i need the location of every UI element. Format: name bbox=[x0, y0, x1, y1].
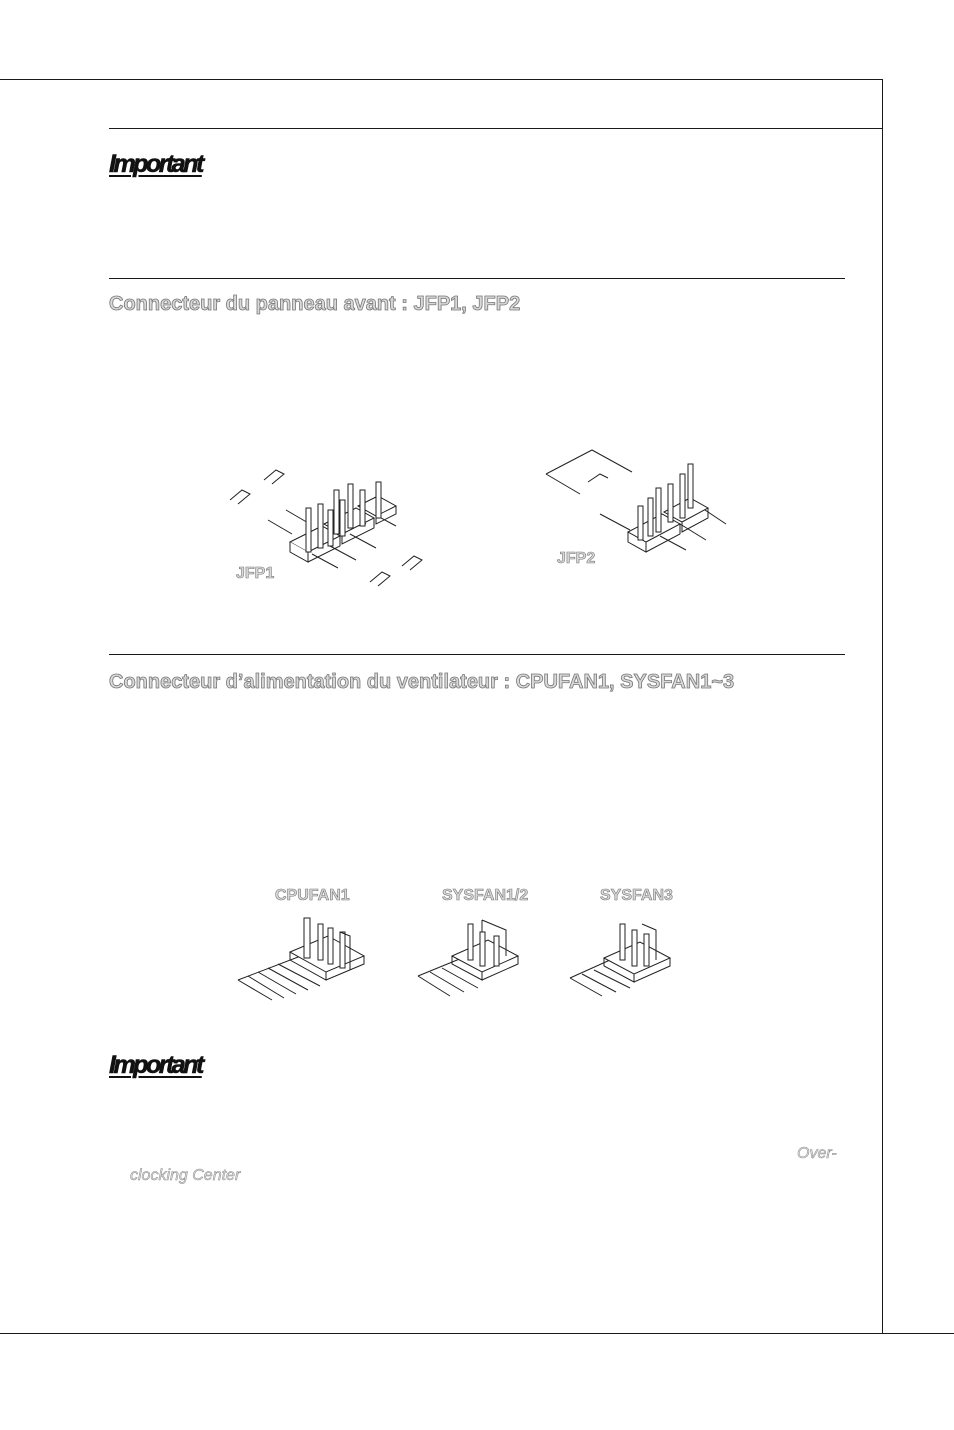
sysfan12-connector-diagram bbox=[412, 914, 522, 1008]
jfp2-label: JFP2 bbox=[557, 550, 596, 567]
fan-heading: Connecteur d’alimentation du ventilateur : CPUFAN1, SYSFAN1~3 bbox=[109, 671, 735, 693]
important-1-top-rule bbox=[109, 128, 882, 129]
front-panel-heading: Connecteur du panneau avant : JFP1, JFP2 bbox=[109, 293, 521, 315]
cpufan1-connector-diagram bbox=[232, 914, 372, 1018]
note-over-text: Over- bbox=[797, 1145, 837, 1162]
right-edge-rule bbox=[882, 79, 883, 1333]
sysfan12-label: SYSFAN1/2 bbox=[442, 887, 529, 904]
fan-section-rule bbox=[109, 654, 845, 655]
sysfan3-label: SYSFAN3 bbox=[600, 887, 673, 904]
important-heading-1: Important bbox=[109, 150, 202, 178]
important-heading-2: Important bbox=[109, 1051, 202, 1079]
note-clocking-center-text: clocking Center bbox=[130, 1167, 241, 1184]
sysfan3-connector-diagram bbox=[564, 918, 674, 1008]
jfp1-label: JFP1 bbox=[236, 565, 275, 582]
front-panel-section-rule bbox=[109, 278, 845, 279]
bottom-rule bbox=[0, 1333, 954, 1334]
cpufan1-label: CPUFAN1 bbox=[275, 887, 350, 904]
top-rule bbox=[0, 79, 882, 80]
jfp2-connector-diagram bbox=[540, 444, 740, 564]
